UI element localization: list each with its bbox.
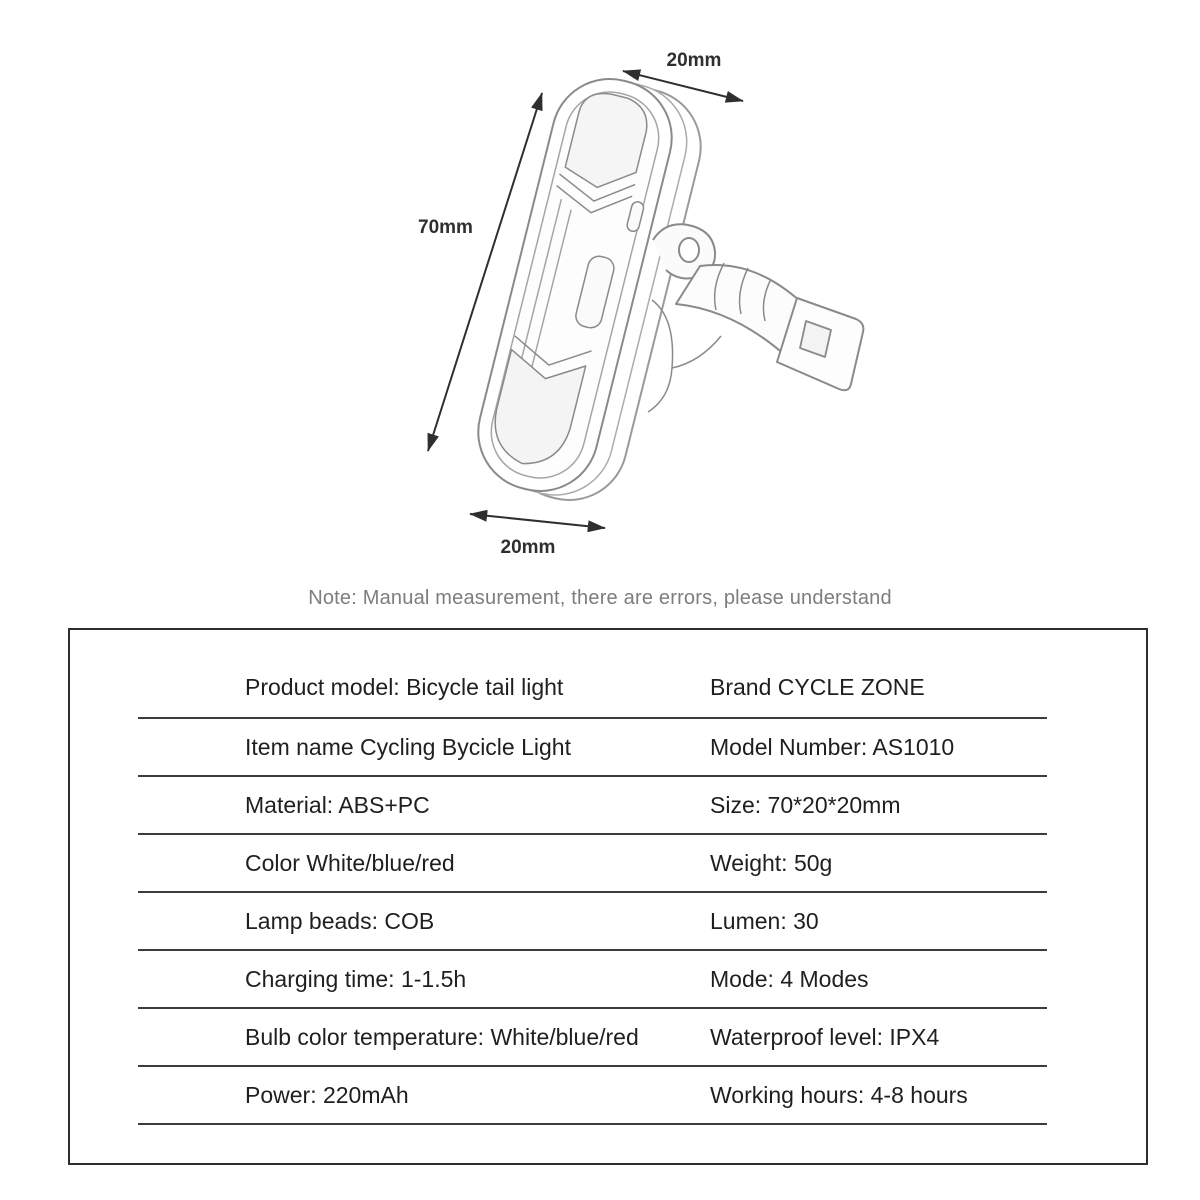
spec-row [70, 630, 1146, 718]
spec-cell-left: Power: 220mAh [245, 1082, 409, 1108]
measurement-note: Note: Manual measurement, there are errors, please understand [308, 587, 892, 609]
spec-cell-right: Lumen: 30 [710, 908, 819, 934]
spec-row [70, 1066, 1146, 1124]
spec-cell-left: Item name Cycling Bycicle Light [245, 734, 571, 760]
spec-cell-right: Working hours: 4-8 hours [710, 1082, 968, 1108]
hinge-eye [679, 238, 699, 262]
dimension-label-bottom-width: 20mm [500, 537, 556, 558]
spec-row [70, 718, 1146, 776]
spec-row [70, 950, 1146, 1008]
spec-row [70, 776, 1146, 834]
spec-cell-right: Model Number: AS1010 [710, 734, 955, 760]
mount-bracket [648, 224, 863, 412]
spec-row [70, 834, 1146, 892]
spec-cell-left: Color White/blue/red [245, 850, 455, 876]
spec-cell-left: Lamp beads: COB [245, 908, 435, 934]
spec-cell-left: Bulb color temperature: White/blue/red [245, 1024, 639, 1050]
spec-cell-right: Weight: 50g [710, 850, 833, 876]
spec-table [68, 628, 1148, 1165]
dimension-label-length: 70mm [418, 217, 473, 238]
spec-cell-right: Waterproof level: IPX4 [710, 1024, 940, 1050]
spec-cell-right: Mode: 4 Modes [710, 966, 869, 992]
spec-cell-right: Size: 70*20*20mm [710, 792, 901, 818]
spec-row [70, 1008, 1146, 1066]
spec-cell-left: Material: ABS+PC [245, 792, 430, 818]
dimension-label-top-width: 20mm [666, 50, 722, 71]
spec-cell-right: Brand CYCLE ZONE [710, 674, 925, 700]
spec-row [70, 892, 1146, 950]
dim-arrow-bottom-width [470, 514, 605, 528]
spec-cell-left: Charging time: 1-1.5h [245, 966, 467, 992]
spec-cell-left: Product model: Bicycle tail light [245, 674, 564, 700]
